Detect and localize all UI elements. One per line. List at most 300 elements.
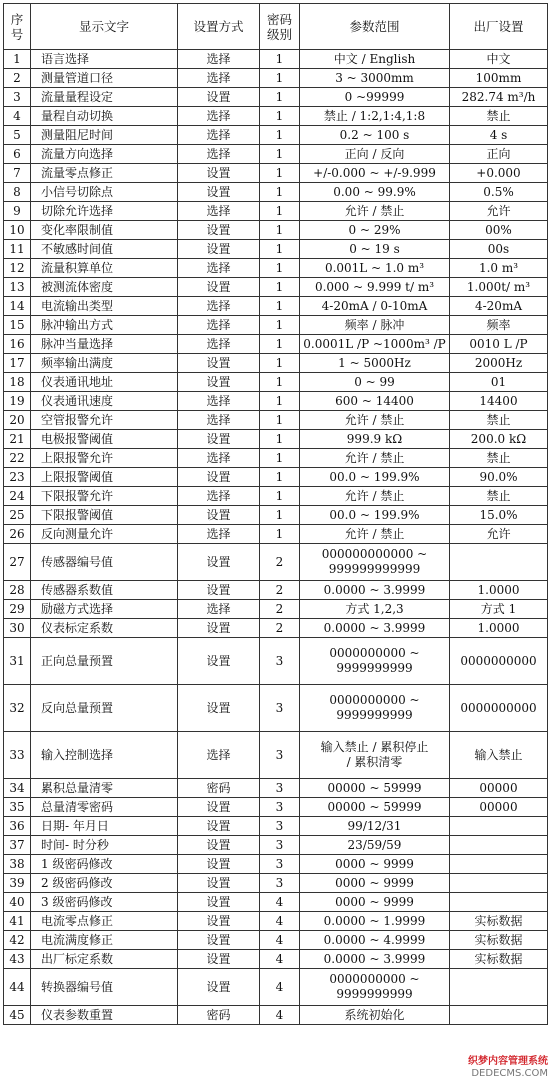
cell-parameter-range: 系统初始化 (300, 1006, 450, 1025)
cell-password-level: 2 (260, 581, 300, 600)
cell-display-text: 下限报警允许 (31, 487, 178, 506)
cell-factory-default: 0000000000 (450, 638, 548, 685)
cell-password-level: 1 (260, 297, 300, 316)
cell-password-level: 1 (260, 354, 300, 373)
cell-display-text: 下限报警阈值 (31, 506, 178, 525)
watermark-line2: DEDECMS.COM (471, 1068, 548, 1079)
cell-display-text: 流量方向选择 (31, 145, 178, 164)
cell-display-text: 频率输出满度 (31, 354, 178, 373)
cell-password-level: 4 (260, 931, 300, 950)
table-row (4, 836, 548, 855)
cell-no: 21 (4, 430, 31, 449)
cell-password-level: 1 (260, 525, 300, 544)
cell-no: 24 (4, 487, 31, 506)
cell-setting-mode: 设置 (178, 931, 260, 950)
cell-parameter-range: 0 ~ 19 s (300, 240, 450, 259)
cell-setting-mode: 设置 (178, 619, 260, 638)
cell-password-level: 3 (260, 817, 300, 836)
cell-password-level: 1 (260, 411, 300, 430)
cell-setting-mode: 设置 (178, 817, 260, 836)
cell-password-level: 3 (260, 779, 300, 798)
cell-password-level: 4 (260, 969, 300, 1006)
cell-password-level: 1 (260, 278, 300, 297)
cell-no: 13 (4, 278, 31, 297)
cell-display-text: 仪表标定系数 (31, 619, 178, 638)
cell-factory-default: 1.0000 (450, 581, 548, 600)
cell-parameter-range: 0.2 ~ 100 s (300, 126, 450, 145)
cell-password-level: 1 (260, 316, 300, 335)
cell-setting-mode: 选择 (178, 297, 260, 316)
table-row (4, 50, 548, 69)
cell-parameter-range: 0.0000 ~ 1.9999 (300, 912, 450, 931)
table-row (4, 69, 548, 88)
cell-password-level: 1 (260, 183, 300, 202)
table-row (4, 164, 548, 183)
cell-password-level: 3 (260, 874, 300, 893)
cell-password-level: 2 (260, 544, 300, 581)
cell-display-text: 励磁方式选择 (31, 600, 178, 619)
table-row (4, 107, 548, 126)
cell-no: 26 (4, 525, 31, 544)
cell-factory-default: 00s (450, 240, 548, 259)
cell-parameter-range: 0.00 ~ 99.9% (300, 183, 450, 202)
cell-no: 20 (4, 411, 31, 430)
header-no: 序 号 (4, 4, 31, 50)
cell-parameter-range: 0000000000 ~ 9999999999 (300, 685, 450, 732)
cell-password-level: 1 (260, 335, 300, 354)
cell-parameter-range: 允许 / 禁止 (300, 487, 450, 506)
cell-password-level: 4 (260, 1006, 300, 1025)
cell-parameter-range: 0000 ~ 9999 (300, 855, 450, 874)
cell-display-text: 输入控制选择 (31, 732, 178, 779)
cell-setting-mode: 设置 (178, 373, 260, 392)
cell-no: 42 (4, 931, 31, 950)
header-factory-default: 出厂设置 (450, 4, 548, 50)
cell-setting-mode: 选择 (178, 449, 260, 468)
cell-no: 31 (4, 638, 31, 685)
cell-parameter-range: 禁止 / 1:2,1:4,1:8 (300, 107, 450, 126)
cell-no: 18 (4, 373, 31, 392)
header-display-text: 显示文字 (31, 4, 178, 50)
cell-factory-default (450, 893, 548, 912)
cell-display-text: 切除允许选择 (31, 202, 178, 221)
cell-password-level: 1 (260, 373, 300, 392)
cell-no: 33 (4, 732, 31, 779)
cell-setting-mode: 设置 (178, 855, 260, 874)
cell-factory-default: 方式 1 (450, 600, 548, 619)
cell-setting-mode: 设置 (178, 544, 260, 581)
cell-password-level: 1 (260, 107, 300, 126)
cell-parameter-range: 0.0000 ~ 3.9999 (300, 950, 450, 969)
cell-no: 43 (4, 950, 31, 969)
cell-factory-default: 实标数据 (450, 931, 548, 950)
cell-parameter-range: 0 ~ 99 (300, 373, 450, 392)
cell-display-text: 量程自动切换 (31, 107, 178, 126)
cell-setting-mode: 设置 (178, 638, 260, 685)
cell-setting-mode: 设置 (178, 836, 260, 855)
cell-no: 32 (4, 685, 31, 732)
cell-factory-default: 1.0000 (450, 619, 548, 638)
cell-display-text: 流量量程设定 (31, 88, 178, 107)
table-row (4, 619, 548, 638)
cell-setting-mode: 设置 (178, 240, 260, 259)
cell-setting-mode: 选择 (178, 525, 260, 544)
table-row (4, 259, 548, 278)
cell-setting-mode: 选择 (178, 69, 260, 88)
cell-password-level: 1 (260, 202, 300, 221)
cell-display-text: 上限报警允许 (31, 449, 178, 468)
cell-parameter-range: 0 ~ 29% (300, 221, 450, 240)
cell-display-text: 流量积算单位 (31, 259, 178, 278)
cell-password-level: 1 (260, 69, 300, 88)
cell-factory-default: 0010 L /P (450, 335, 548, 354)
cell-parameter-range: 方式 1,2,3 (300, 600, 450, 619)
table-row (4, 297, 548, 316)
cell-password-level: 1 (260, 145, 300, 164)
cell-display-text: 累积总量清零 (31, 779, 178, 798)
cell-parameter-range: 允许 / 禁止 (300, 525, 450, 544)
cell-factory-default: 100mm (450, 69, 548, 88)
header-row (4, 4, 548, 50)
cell-setting-mode: 选择 (178, 487, 260, 506)
cell-setting-mode: 选择 (178, 392, 260, 411)
cell-factory-default (450, 855, 548, 874)
cell-display-text: 反向总量预置 (31, 685, 178, 732)
table-row (4, 817, 548, 836)
cell-factory-default: 输入禁止 (450, 732, 548, 779)
table-row (4, 88, 548, 107)
table-row (4, 411, 548, 430)
cell-factory-default: 4 s (450, 126, 548, 145)
cell-no: 7 (4, 164, 31, 183)
table-row (4, 969, 548, 1006)
cell-no: 9 (4, 202, 31, 221)
table-row (4, 912, 548, 931)
cell-factory-default (450, 1006, 548, 1025)
table-row (4, 798, 548, 817)
cell-no: 35 (4, 798, 31, 817)
table-row (4, 855, 548, 874)
cell-password-level: 4 (260, 950, 300, 969)
table-row (4, 430, 548, 449)
cell-password-level: 1 (260, 50, 300, 69)
cell-setting-mode: 密码 (178, 1006, 260, 1025)
table-row (4, 278, 548, 297)
cell-setting-mode: 选择 (178, 126, 260, 145)
cell-factory-default: +0.000 (450, 164, 548, 183)
cell-display-text: 电流输出类型 (31, 297, 178, 316)
table-row (4, 950, 548, 969)
table-row (4, 893, 548, 912)
cell-factory-default: 禁止 (450, 107, 548, 126)
cell-setting-mode: 选择 (178, 145, 260, 164)
cell-setting-mode: 选择 (178, 50, 260, 69)
cell-parameter-range: 0.0000 ~ 3.9999 (300, 581, 450, 600)
cell-display-text: 变化率限制值 (31, 221, 178, 240)
cell-no: 30 (4, 619, 31, 638)
cell-parameter-range: 0000000000 ~ 9999999999 (300, 969, 450, 1006)
table-row (4, 373, 548, 392)
cell-parameter-range: 输入禁止 / 累积停止 / 累积清零 (300, 732, 450, 779)
cell-display-text: 测量阻尼时间 (31, 126, 178, 145)
cell-setting-mode: 设置 (178, 798, 260, 817)
cell-no: 8 (4, 183, 31, 202)
cell-parameter-range: 频率 / 脉冲 (300, 316, 450, 335)
cell-display-text: 反向测量允许 (31, 525, 178, 544)
cell-no: 29 (4, 600, 31, 619)
cell-factory-default: 282.74 m³/h (450, 88, 548, 107)
table-row (4, 638, 548, 685)
cell-no: 6 (4, 145, 31, 164)
header-parameter-range: 参数范围 (300, 4, 450, 50)
cell-password-level: 1 (260, 221, 300, 240)
cell-setting-mode: 设置 (178, 430, 260, 449)
cell-factory-default: 允许 (450, 525, 548, 544)
cell-display-text: 1 级密码修改 (31, 855, 178, 874)
cell-factory-default: 中文 (450, 50, 548, 69)
cell-password-level: 4 (260, 893, 300, 912)
cell-parameter-range: 000000000000 ~ 999999999999 (300, 544, 450, 581)
cell-no: 23 (4, 468, 31, 487)
table-row (4, 468, 548, 487)
cell-factory-default: 实标数据 (450, 912, 548, 931)
cell-setting-mode: 选择 (178, 259, 260, 278)
cell-no: 14 (4, 297, 31, 316)
cell-password-level: 3 (260, 732, 300, 779)
cell-display-text: 上限报警阈值 (31, 468, 178, 487)
cell-factory-default: 90.0% (450, 468, 548, 487)
cell-no: 28 (4, 581, 31, 600)
cell-password-level: 1 (260, 259, 300, 278)
cell-parameter-range: 999.9 kΩ (300, 430, 450, 449)
cell-setting-mode: 设置 (178, 506, 260, 525)
table-row (4, 316, 548, 335)
cell-password-level: 1 (260, 392, 300, 411)
cell-password-level: 3 (260, 855, 300, 874)
cell-no: 44 (4, 969, 31, 1006)
cell-setting-mode: 选择 (178, 202, 260, 221)
cell-display-text: 被测流体密度 (31, 278, 178, 297)
cell-factory-default: 200.0 kΩ (450, 430, 548, 449)
cell-setting-mode: 选择 (178, 600, 260, 619)
cell-display-text: 总量清零密码 (31, 798, 178, 817)
cell-parameter-range: 3 ~ 3000mm (300, 69, 450, 88)
cell-no: 1 (4, 50, 31, 69)
cell-display-text: 正向总量预置 (31, 638, 178, 685)
cell-password-level: 3 (260, 798, 300, 817)
cell-password-level: 4 (260, 912, 300, 931)
cell-display-text: 脉冲当量选择 (31, 335, 178, 354)
cell-display-text: 3 级密码修改 (31, 893, 178, 912)
table-row (4, 874, 548, 893)
cell-no: 16 (4, 335, 31, 354)
cell-no: 5 (4, 126, 31, 145)
table-row (4, 685, 548, 732)
cell-factory-default: 0.5% (450, 183, 548, 202)
cell-no: 34 (4, 779, 31, 798)
table-row (4, 449, 548, 468)
cell-parameter-range: 0000000000 ~ 9999999999 (300, 638, 450, 685)
cell-factory-default: 01 (450, 373, 548, 392)
cell-factory-default: 00000 (450, 798, 548, 817)
cell-display-text: 语言选择 (31, 50, 178, 69)
table-row (4, 183, 548, 202)
cell-no: 12 (4, 259, 31, 278)
header-password-level: 密码 级别 (260, 4, 300, 50)
cell-setting-mode: 设置 (178, 893, 260, 912)
cell-display-text: 不敏感时间值 (31, 240, 178, 259)
cell-password-level: 1 (260, 88, 300, 107)
cell-display-text: 传感器编号值 (31, 544, 178, 581)
cell-password-level: 1 (260, 506, 300, 525)
cell-no: 4 (4, 107, 31, 126)
cell-setting-mode: 设置 (178, 183, 260, 202)
table-row (4, 931, 548, 950)
cell-factory-default: 2000Hz (450, 354, 548, 373)
cell-factory-default (450, 874, 548, 893)
cell-password-level: 1 (260, 430, 300, 449)
cell-parameter-range: 正向 / 反向 (300, 145, 450, 164)
cell-parameter-range: 1 ~ 5000Hz (300, 354, 450, 373)
cell-factory-default: 15.0% (450, 506, 548, 525)
cell-parameter-range: +/-0.000 ~ +/-9.999 (300, 164, 450, 183)
table-row (4, 600, 548, 619)
parameter-table (3, 3, 548, 1025)
cell-setting-mode: 设置 (178, 468, 260, 487)
table-row (4, 126, 548, 145)
cell-no: 11 (4, 240, 31, 259)
cell-setting-mode: 设置 (178, 221, 260, 240)
cell-factory-default (450, 544, 548, 581)
cell-display-text: 出厂标定系数 (31, 950, 178, 969)
cell-password-level: 2 (260, 619, 300, 638)
cell-no: 10 (4, 221, 31, 240)
cell-parameter-range: 0.0001L /P ~1000m³ /P (300, 335, 450, 354)
cell-parameter-range: 允许 / 禁止 (300, 202, 450, 221)
cell-no: 27 (4, 544, 31, 581)
cell-factory-default (450, 836, 548, 855)
cell-factory-default: 00% (450, 221, 548, 240)
cell-factory-default: 禁止 (450, 411, 548, 430)
cell-parameter-range: 00.0 ~ 199.9% (300, 468, 450, 487)
cell-display-text: 测量管道口径 (31, 69, 178, 88)
cell-setting-mode: 选择 (178, 732, 260, 779)
cell-setting-mode: 选择 (178, 316, 260, 335)
cell-setting-mode: 设置 (178, 950, 260, 969)
cell-factory-default: 频率 (450, 316, 548, 335)
cell-setting-mode: 设置 (178, 164, 260, 183)
cell-display-text: 日期- 年月日 (31, 817, 178, 836)
table-row (4, 732, 548, 779)
cell-display-text: 转换器编号值 (31, 969, 178, 1006)
cell-parameter-range: 0.0000 ~ 4.9999 (300, 931, 450, 950)
cell-setting-mode: 设置 (178, 354, 260, 373)
cell-no: 41 (4, 912, 31, 931)
watermark-line1: 织梦内容管理系统 (468, 1056, 548, 1067)
cell-no: 2 (4, 69, 31, 88)
cell-password-level: 1 (260, 240, 300, 259)
table-row (4, 544, 548, 581)
cell-display-text: 仪表通讯速度 (31, 392, 178, 411)
cell-setting-mode: 设置 (178, 912, 260, 931)
cell-parameter-range: 00000 ~ 59999 (300, 779, 450, 798)
cell-no: 3 (4, 88, 31, 107)
cell-factory-default: 禁止 (450, 449, 548, 468)
table-row (4, 354, 548, 373)
cell-factory-default: 实标数据 (450, 950, 548, 969)
cell-no: 22 (4, 449, 31, 468)
cell-factory-default: 00000 (450, 779, 548, 798)
cell-display-text: 时间- 时分秒 (31, 836, 178, 855)
cell-setting-mode: 密码 (178, 779, 260, 798)
cell-display-text: 流量零点修正 (31, 164, 178, 183)
cell-factory-default: 1.000t/ m³ (450, 278, 548, 297)
table-row (4, 581, 548, 600)
cell-factory-default: 4-20mA (450, 297, 548, 316)
cell-parameter-range: 00.0 ~ 199.9% (300, 506, 450, 525)
table-row (4, 202, 548, 221)
cell-parameter-range: 允许 / 禁止 (300, 411, 450, 430)
table-row (4, 1006, 548, 1025)
cell-password-level: 3 (260, 638, 300, 685)
cell-parameter-range: 中文 / English (300, 50, 450, 69)
cell-parameter-range: 00000 ~ 59999 (300, 798, 450, 817)
cell-no: 40 (4, 893, 31, 912)
cell-no: 36 (4, 817, 31, 836)
header-setting-mode: 设置方式 (178, 4, 260, 50)
cell-display-text: 2 级密码修改 (31, 874, 178, 893)
cell-password-level: 3 (260, 685, 300, 732)
cell-setting-mode: 设置 (178, 874, 260, 893)
cell-setting-mode: 设置 (178, 278, 260, 297)
cell-parameter-range: 0.001L ~ 1.0 m³ (300, 259, 450, 278)
cell-parameter-range: 0000 ~ 9999 (300, 874, 450, 893)
table-row (4, 779, 548, 798)
cell-parameter-range: 0.000 ~ 9.999 t/ m³ (300, 278, 450, 297)
cell-no: 17 (4, 354, 31, 373)
table-row (4, 487, 548, 506)
cell-factory-default: 0000000000 (450, 685, 548, 732)
cell-setting-mode: 设置 (178, 969, 260, 1006)
cell-factory-default (450, 969, 548, 1006)
cell-display-text: 电流满度修正 (31, 931, 178, 950)
cell-factory-default: 允许 (450, 202, 548, 221)
table-row (4, 145, 548, 164)
cell-setting-mode: 设置 (178, 88, 260, 107)
cell-setting-mode: 选择 (178, 411, 260, 430)
cell-display-text: 空管报警允许 (31, 411, 178, 430)
cell-password-level: 1 (260, 164, 300, 183)
cell-no: 37 (4, 836, 31, 855)
cell-display-text: 仪表参数重置 (31, 1006, 178, 1025)
cell-password-level: 1 (260, 449, 300, 468)
cell-parameter-range: 允许 / 禁止 (300, 449, 450, 468)
watermark (436, 1056, 548, 1080)
table-row (4, 240, 548, 259)
cell-factory-default: 1.0 m³ (450, 259, 548, 278)
cell-setting-mode: 选择 (178, 107, 260, 126)
table-row (4, 506, 548, 525)
cell-no: 15 (4, 316, 31, 335)
cell-parameter-range: 600 ~ 14400 (300, 392, 450, 411)
cell-password-level: 1 (260, 487, 300, 506)
cell-setting-mode: 设置 (178, 581, 260, 600)
cell-password-level: 1 (260, 126, 300, 145)
cell-factory-default: 正向 (450, 145, 548, 164)
cell-factory-default: 14400 (450, 392, 548, 411)
cell-no: 45 (4, 1006, 31, 1025)
cell-parameter-range: 4-20mA / 0-10mA (300, 297, 450, 316)
